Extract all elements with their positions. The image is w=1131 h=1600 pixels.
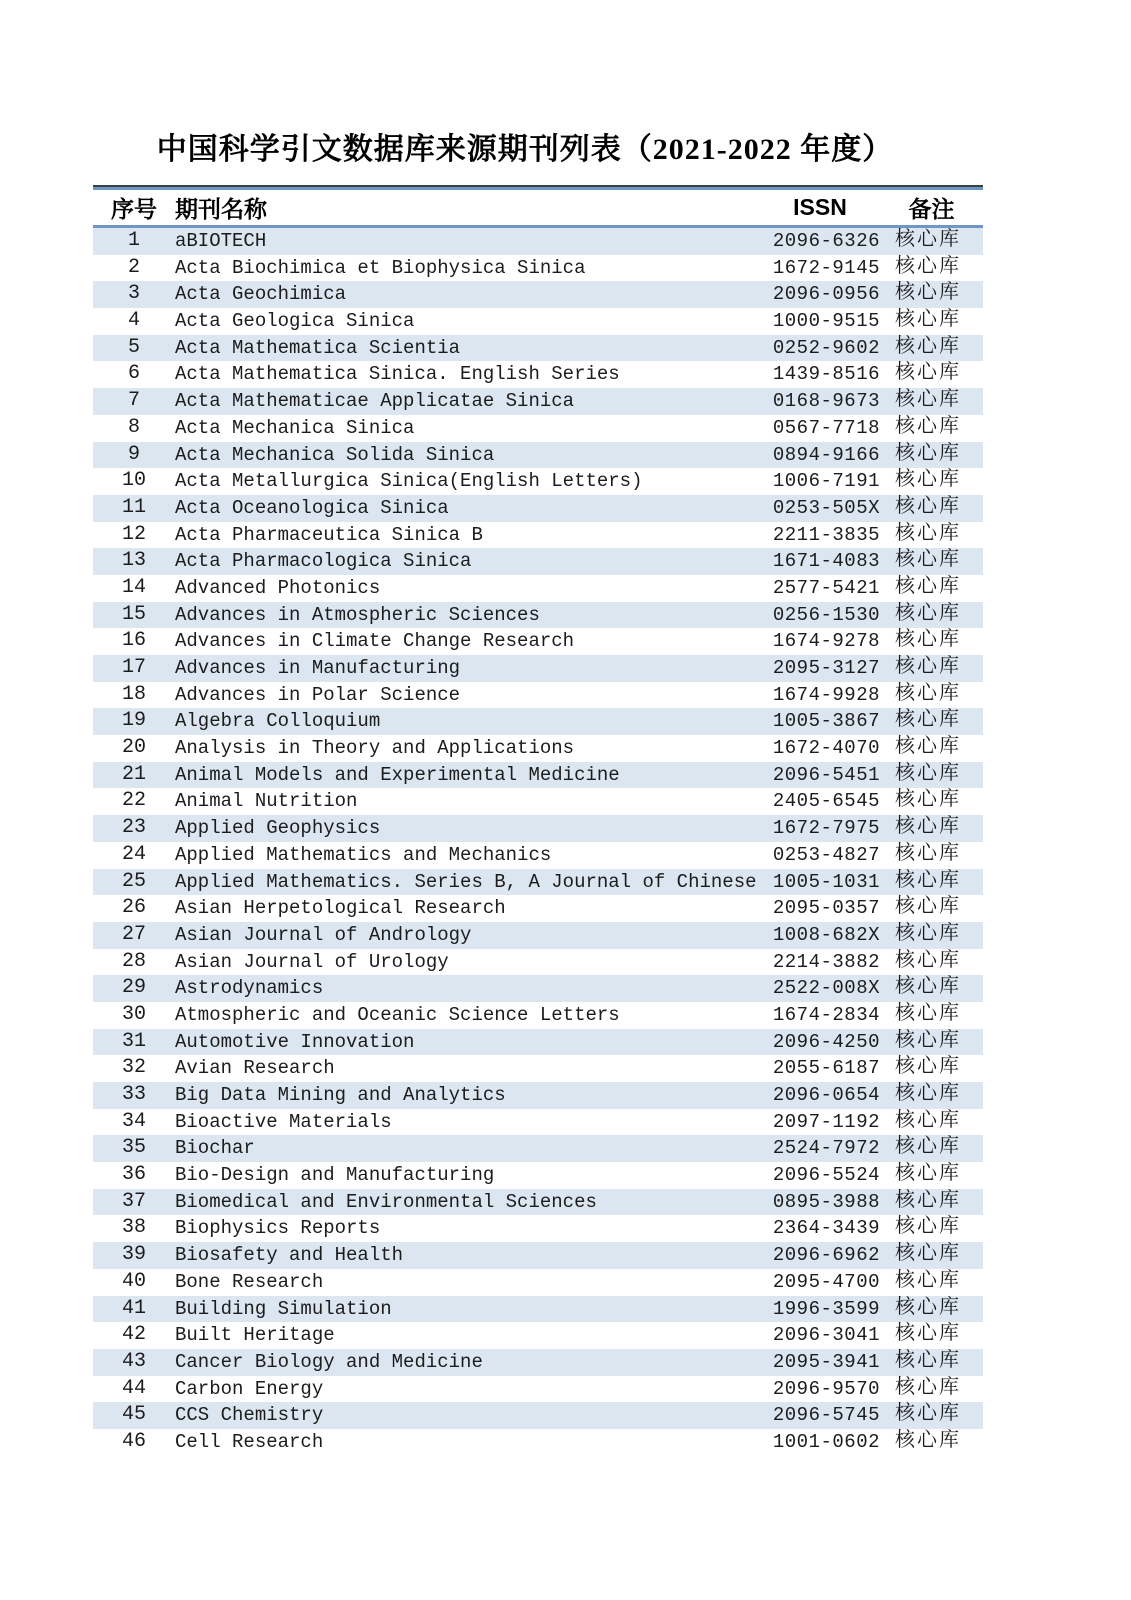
journal-note: 核心库 <box>895 1376 961 1400</box>
journal-note: 核心库 <box>895 736 961 760</box>
journal-issn: 2095-4700 <box>772 1270 880 1293</box>
journal-index: 18 <box>121 682 146 706</box>
journal-note: 核心库 <box>895 522 961 546</box>
journal-index: 34 <box>121 1109 146 1133</box>
journal-issn: 0253-4827 <box>772 843 880 866</box>
journal-name: Cancer Biology and Medicine <box>175 1350 483 1373</box>
journal-issn: 1439-8516 <box>772 363 880 386</box>
journal-issn: 0894-9166 <box>772 443 880 466</box>
journal-note: 核心库 <box>895 1323 961 1347</box>
table-row <box>93 1082 983 1109</box>
table-row <box>93 1109 983 1136</box>
journal-name: Built Heritage <box>175 1324 335 1347</box>
journal-index: 5 <box>127 335 140 359</box>
journal-index: 28 <box>121 949 146 973</box>
table-row <box>93 1376 983 1403</box>
journal-name: Animal Models and Experimental Medicine <box>175 763 620 786</box>
table-row <box>93 1322 983 1349</box>
journal-note: 核心库 <box>895 549 961 573</box>
journal-issn: 1000-9515 <box>772 310 880 333</box>
journal-note: 核心库 <box>895 1136 961 1160</box>
table-header-row <box>93 187 983 228</box>
journal-issn: 2095-3127 <box>772 657 880 679</box>
journal-note: 核心库 <box>895 1243 961 1267</box>
journal-note: 核心库 <box>895 1296 961 1320</box>
table-row <box>93 415 983 442</box>
journal-index: 45 <box>121 1403 146 1427</box>
journal-index: 6 <box>127 362 140 386</box>
journal-note: 核心库 <box>895 709 961 733</box>
journal-name: Acta Oceanologica Sinica <box>175 496 449 519</box>
journal-note: 核心库 <box>895 869 961 893</box>
journal-note: 核心库 <box>895 629 961 653</box>
table-row <box>93 628 983 655</box>
journal-name: Applied Mathematics. Series B, A Journal of Chinese <box>175 870 757 893</box>
journal-name: Bone Research <box>175 1270 324 1293</box>
journal-note: 核心库 <box>895 1083 961 1106</box>
journal-issn: 2096-6962 <box>772 1244 880 1267</box>
journal-index: 35 <box>121 1136 146 1160</box>
journal-issn: 2095-0357 <box>772 897 880 920</box>
journal-index: 23 <box>121 816 146 840</box>
journal-index: 9 <box>127 442 140 466</box>
journal-index: 15 <box>121 602 146 626</box>
table-row <box>93 1402 983 1429</box>
table-row <box>93 682 983 709</box>
journal-note: 核心库 <box>895 1349 961 1373</box>
journal-index: 22 <box>121 789 146 813</box>
journal-note: 核心库 <box>895 842 961 866</box>
journal-note: 核心库 <box>895 1056 961 1080</box>
journal-issn: 2214-3882 <box>772 950 880 973</box>
journal-note: 核心库 <box>895 255 961 279</box>
journal-name: Big Data Mining and Analytics <box>175 1084 506 1106</box>
journal-issn: 2211-3835 <box>772 523 880 546</box>
journal-name: Acta Mechanica Sinica <box>175 416 415 439</box>
table-row <box>93 1135 983 1162</box>
journal-index: 20 <box>121 736 146 760</box>
journal-note: 核心库 <box>895 1029 961 1053</box>
table-row <box>93 468 983 495</box>
journal-name: Astrodynamics <box>175 977 324 1000</box>
journal-note: 核心库 <box>895 309 961 333</box>
journal-name: Biosafety and Health <box>175 1244 404 1267</box>
journal-issn: 0895-3988 <box>772 1190 880 1213</box>
table-row <box>93 602 983 629</box>
journal-name: Acta Geochimica <box>175 283 347 306</box>
journal-issn: 2095-3941 <box>772 1350 880 1373</box>
journal-name: Advanced Photonics <box>175 576 381 599</box>
table-row <box>93 228 983 255</box>
journal-issn: 2096-5524 <box>772 1164 880 1187</box>
table-row <box>93 1162 983 1189</box>
journal-index: 24 <box>121 842 146 866</box>
journal-name: Algebra Colloquium <box>175 710 381 733</box>
journal-index: 17 <box>121 656 146 679</box>
journal-issn: 2096-5745 <box>772 1404 880 1427</box>
journal-issn: 2096-0956 <box>772 283 880 306</box>
journal-issn: 1672-4070 <box>772 737 880 760</box>
journal-issn: 1005-1031 <box>772 870 880 893</box>
table-row <box>93 869 983 896</box>
journal-note: 核心库 <box>895 335 961 359</box>
journal-name: Acta Mechanica Solida Sinica <box>175 443 495 466</box>
table-row <box>93 308 983 335</box>
journal-name: Building Simulation <box>175 1297 392 1320</box>
table-row <box>93 1029 983 1056</box>
journal-name: Biochar <box>175 1137 255 1160</box>
journal-name: Biomedical and Environmental Sciences <box>175 1190 597 1213</box>
journal-issn: 1006-7191 <box>772 470 880 493</box>
journal-name: Acta Mathematica Scientia <box>175 336 461 359</box>
journal-issn: 0567-7718 <box>772 416 880 439</box>
journal-index: 19 <box>121 709 146 733</box>
journal-note: 核心库 <box>895 229 961 252</box>
journal-note: 核心库 <box>895 816 961 840</box>
journal-name: Acta Mathematica Sinica. English Series <box>175 363 620 386</box>
journal-issn: 1674-9278 <box>772 630 880 653</box>
journal-issn: 1674-2834 <box>772 1003 880 1026</box>
journal-index: 43 <box>121 1349 146 1373</box>
journal-index: 3 <box>127 282 140 306</box>
table-row <box>93 442 983 469</box>
journal-name: Atmospheric and Oceanic Science Letters <box>175 1003 620 1026</box>
journal-index: 12 <box>121 522 146 546</box>
journal-name: Acta Metallurgica Sinica(English Letters) <box>175 470 643 493</box>
journal-name: Asian Journal of Urology <box>175 950 449 973</box>
journal-name: Asian Journal of Andrology <box>175 923 472 946</box>
journal-table <box>93 185 983 1456</box>
table-row <box>93 842 983 869</box>
journal-index: 38 <box>121 1216 146 1240</box>
table-row <box>93 335 983 362</box>
journal-index: 37 <box>121 1189 146 1213</box>
journal-note: 核心库 <box>895 762 961 786</box>
journal-note: 核心库 <box>895 282 961 306</box>
column-header-issn: ISSN <box>793 194 847 220</box>
table-row <box>93 1215 983 1242</box>
journal-name: Bioactive Materials <box>175 1110 392 1133</box>
table-row <box>93 762 983 789</box>
journal-issn: 0168-9673 <box>772 390 880 413</box>
journal-index: 13 <box>121 549 146 573</box>
journal-name: Analysis in Theory and Applications <box>175 737 575 760</box>
journal-index: 30 <box>121 1002 146 1026</box>
table-row <box>93 548 983 575</box>
journal-issn: 2522-008X <box>772 977 880 1000</box>
journal-index: 10 <box>121 469 146 493</box>
journal-name: Acta Biochimica et Biophysica Sinica <box>175 256 586 279</box>
journal-issn: 2405-6545 <box>772 790 880 813</box>
journal-index: 4 <box>127 309 140 333</box>
table-row <box>93 255 983 282</box>
journal-index: 14 <box>121 575 146 599</box>
table-row <box>93 388 983 415</box>
journal-issn: 1996-3599 <box>772 1297 880 1320</box>
journal-name: Bio-Design and Manufacturing <box>175 1164 495 1187</box>
journal-note: 核心库 <box>895 1216 961 1240</box>
journal-note: 核心库 <box>895 896 961 920</box>
table-row <box>93 949 983 976</box>
journal-name: Acta Geologica Sinica <box>175 310 415 333</box>
table-row <box>93 1242 983 1269</box>
journal-name: aBIOTECH <box>175 230 267 252</box>
table-row <box>93 1055 983 1082</box>
journal-name: Biophysics Reports <box>175 1217 381 1240</box>
journal-issn: 1005-3867 <box>772 710 880 733</box>
journal-name: CCS Chemistry <box>175 1404 324 1427</box>
journal-index: 39 <box>121 1243 146 1267</box>
journal-note: 核心库 <box>895 1403 961 1427</box>
journal-name: Advances in Manufacturing <box>175 657 461 679</box>
table-row <box>93 1429 983 1456</box>
journal-name: Avian Research <box>175 1057 335 1080</box>
journal-issn: 2096-9570 <box>772 1377 880 1400</box>
journal-issn: 2096-4250 <box>772 1030 880 1053</box>
journal-name: Animal Nutrition <box>175 790 358 813</box>
journal-index: 29 <box>121 976 146 1000</box>
journal-note: 核心库 <box>895 976 961 1000</box>
journal-note: 核心库 <box>895 575 961 599</box>
column-header-index: 序号 <box>111 196 157 222</box>
journal-note: 核心库 <box>895 442 961 466</box>
table-row <box>93 815 983 842</box>
journal-issn: 2096-0654 <box>772 1084 880 1106</box>
journal-name: Advances in Atmospheric Sciences <box>175 603 540 626</box>
table-row <box>93 361 983 388</box>
journal-name: Cell Research <box>175 1430 324 1453</box>
table-row <box>93 575 983 602</box>
journal-note: 核心库 <box>895 922 961 946</box>
journal-name: Acta Pharmacologica Sinica <box>175 550 472 573</box>
journal-note: 核心库 <box>895 1189 961 1213</box>
journal-issn: 2364-3439 <box>772 1217 880 1240</box>
table-row <box>93 975 983 1002</box>
journal-note: 核心库 <box>895 949 961 973</box>
table-row <box>93 735 983 762</box>
journal-index: 7 <box>127 389 140 413</box>
journal-issn: 1672-9145 <box>772 256 880 279</box>
journal-issn: 2097-1192 <box>772 1110 880 1133</box>
journal-issn: 1674-9928 <box>772 683 880 706</box>
table-body <box>93 228 983 1456</box>
journal-index: 42 <box>121 1323 146 1347</box>
journal-issn: 1672-7975 <box>772 817 880 840</box>
journal-note: 核心库 <box>895 1269 961 1293</box>
journal-note: 核心库 <box>895 389 961 413</box>
table-row <box>93 895 983 922</box>
journal-name: Applied Geophysics <box>175 817 381 840</box>
journal-issn: 0253-505X <box>772 496 880 519</box>
table-row <box>93 922 983 949</box>
journal-note: 核心库 <box>895 1429 961 1453</box>
journal-note: 核心库 <box>895 1002 961 1026</box>
journal-issn: 1008-682X <box>772 923 880 946</box>
journal-index: 33 <box>121 1083 146 1106</box>
journal-issn: 1671-4083 <box>772 550 880 573</box>
table-row <box>93 655 983 682</box>
journal-index: 2 <box>127 255 140 279</box>
journal-issn: 2096-5451 <box>772 763 880 786</box>
journal-index: 36 <box>121 1163 146 1187</box>
journal-note: 核心库 <box>895 469 961 493</box>
journal-index: 1 <box>127 229 140 252</box>
journal-issn: 1001-0602 <box>772 1430 880 1453</box>
journal-index: 46 <box>121 1429 146 1453</box>
journal-index: 26 <box>121 896 146 920</box>
journal-index: 11 <box>121 495 146 519</box>
journal-note: 核心库 <box>895 362 961 386</box>
table-row <box>93 1269 983 1296</box>
table-row <box>93 708 983 735</box>
journal-name: Carbon Energy <box>175 1377 324 1400</box>
journal-index: 31 <box>121 1029 146 1053</box>
journal-name: Automotive Innovation <box>175 1030 415 1053</box>
journal-index: 41 <box>121 1296 146 1320</box>
journal-note: 核心库 <box>895 1109 961 1133</box>
journal-issn: 2096-3041 <box>772 1324 880 1347</box>
journal-issn: 0252-9602 <box>772 336 880 359</box>
journal-note: 核心库 <box>895 682 961 706</box>
journal-name: Applied Mathematics and Mechanics <box>175 843 552 866</box>
journal-index: 27 <box>121 922 146 946</box>
table-row <box>93 495 983 522</box>
journal-note: 核心库 <box>895 602 961 626</box>
journal-note: 核心库 <box>895 415 961 439</box>
table-row <box>93 788 983 815</box>
journal-issn: 2524-7972 <box>772 1137 880 1160</box>
column-header-note: 备注 <box>908 196 955 222</box>
table-row <box>93 1189 983 1216</box>
table-row <box>93 522 983 549</box>
journal-issn: 2096-6326 <box>772 230 880 252</box>
journal-index: 25 <box>121 869 146 893</box>
journal-name: Asian Herpetological Research <box>175 897 506 920</box>
journal-name: Advances in Climate Change Research <box>175 630 575 653</box>
journal-name: Acta Pharmaceutica Sinica B <box>175 523 483 546</box>
journal-issn: 2055-6187 <box>772 1057 880 1080</box>
journal-note: 核心库 <box>895 1163 961 1187</box>
journal-issn: 2577-5421 <box>772 576 880 599</box>
journal-issn: 0256-1530 <box>772 603 880 626</box>
journal-index: 8 <box>127 415 140 439</box>
table-row <box>93 1296 983 1323</box>
column-header-journal-name: 期刊名称 <box>175 196 267 222</box>
journal-name: Acta Mathematicae Applicatae Sinica <box>175 390 575 413</box>
journal-index: 16 <box>121 629 146 653</box>
journal-note: 核心库 <box>895 495 961 519</box>
table-row <box>93 1349 983 1376</box>
journal-index: 21 <box>121 762 146 786</box>
journal-note: 核心库 <box>895 789 961 813</box>
journal-index: 40 <box>121 1269 146 1293</box>
journal-name: Advances in Polar Science <box>175 683 461 706</box>
journal-index: 32 <box>121 1056 146 1080</box>
page-title: 中国科学引文数据库来源期刊列表（2021-2022 年度） <box>156 133 894 166</box>
table-row <box>93 1002 983 1029</box>
journal-index: 44 <box>121 1376 146 1400</box>
journal-note: 核心库 <box>895 656 961 679</box>
table-row <box>93 281 983 308</box>
